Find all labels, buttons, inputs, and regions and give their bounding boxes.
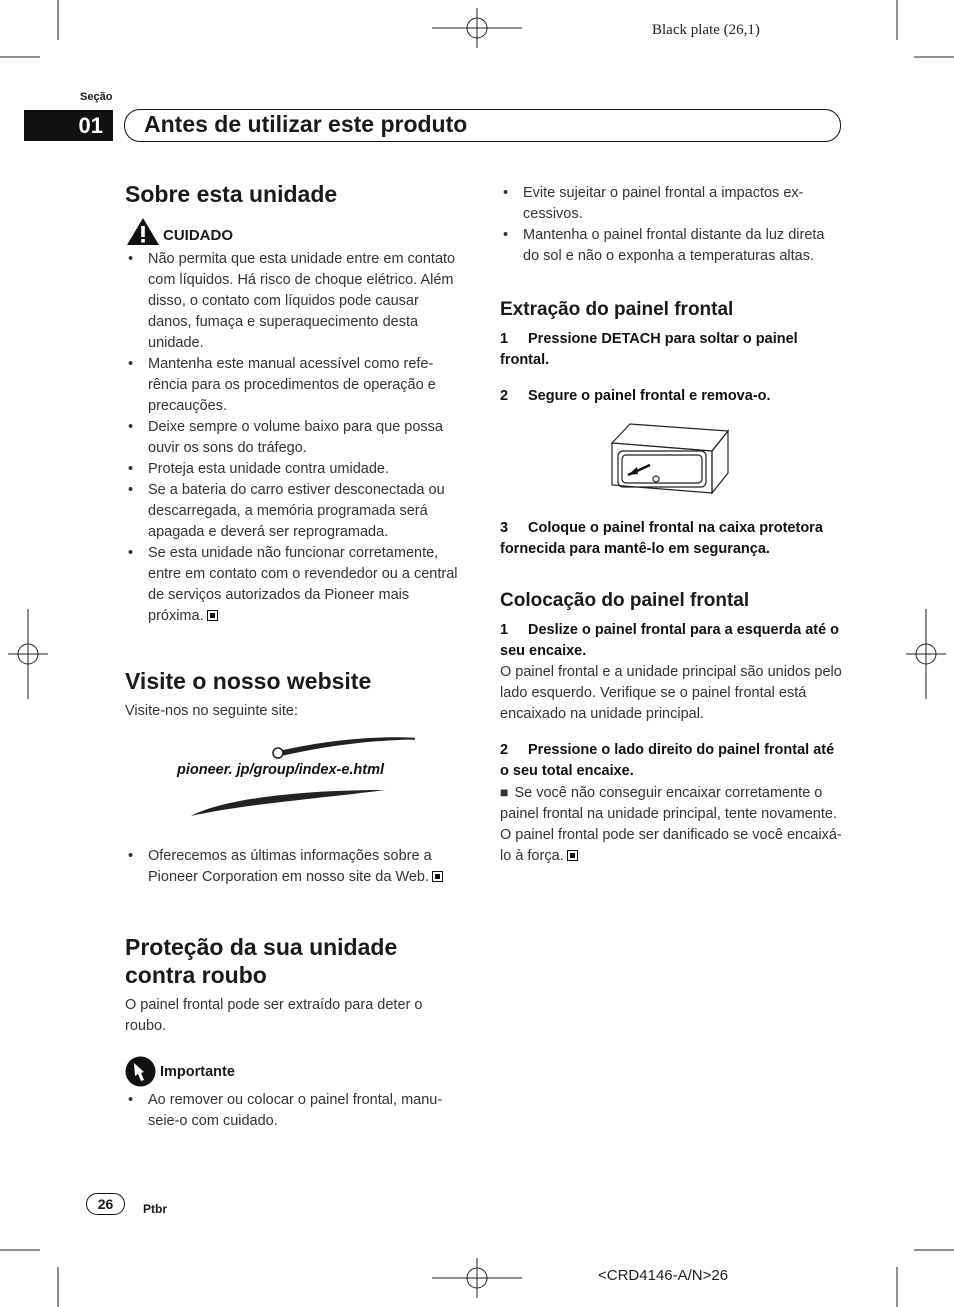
end-mark-icon [567,850,578,861]
end-mark-icon [207,610,218,621]
heading-sobre: Sobre esta unidade [125,181,338,207]
top-list [500,183,843,267]
list-item: • Evite sujeitar o painel frontal a impactos excessivos. [500,183,843,225]
list-item [125,846,465,888]
step-number: 2 [500,742,509,758]
left-column [125,180,465,1132]
step-number: 3 [500,520,509,536]
plate-label: Black plate (26,1) [652,22,760,38]
list-item: • Proteja esta unidade contra umidade. [125,459,465,480]
extracao-step-1 [500,329,843,371]
list-item: • Se a bateria do carro estiver desconectada ou descarregada, a memória programada será apagada e deverá ser reprogramada. [125,480,465,543]
important-icon [125,1056,156,1087]
protecao-body: O painel frontal pode ser extraído para deter o roubo. [125,997,423,1034]
visite-list [125,846,465,888]
document-code: <CRD4146-A/N>26 [598,1267,729,1284]
end-mark-icon [432,871,443,882]
list-item: • Mantenha este manual acessível como referência para os procedimentos de operação e precauções. [125,354,465,417]
list-item [125,543,465,627]
list-item: • Deixe sempre o volume baixo para que possa ouvir os sons do tráfego. [125,417,465,459]
note-square-icon: ■ [500,784,509,800]
colocacao-step-2 [500,740,843,782]
list-item: • Ao remover ou colocar o painel frontal, manuseie-o com cuidado. [125,1090,465,1132]
colocacao-note [500,782,843,867]
heading-protecao-line1: Proteção da sua unidade [125,934,398,960]
caution-header [125,216,465,246]
extracao-step-3 [500,518,843,560]
visite-intro: Visite-nos no seguinte site: [125,703,299,719]
important-list [125,1090,465,1132]
language-label: Ptbr [143,1202,167,1216]
note-text: Se você não conseguir encaixar corretamente o painel frontal na unidade principal, tente novamente. O painel frontal pode ser danificado se você encaixá-lo à força. [500,785,842,864]
website-url[interactable]: pioneer. jp/group/index-e.html [177,762,385,778]
section-title: Antes de utilizar este produto [144,111,468,137]
colocacao-step-1-body: O painel frontal e a unidade principal são unidos pelo lado esquerdo. Verifique se o painel frontal está encaixado na unidade principal. [500,664,842,722]
heading-protecao [125,933,465,989]
heading-visite: Visite o nosso website [125,668,372,694]
section-number-badge: 01 [24,110,113,141]
list-item-text: Se esta unidade não funcionar corretamente, entre em contato com o revendedor ou a central de serviços autorizados da Pioneer mais próxima. [148,545,458,624]
section-label: Seção [80,91,113,103]
caution-list [125,249,465,627]
website-logo [125,722,465,826]
heading-extracao: Extração do painel frontal [500,299,734,320]
heading-protecao-line2: contra roubo [125,962,267,988]
step-number: 1 [500,331,509,347]
step-text: Pressione o lado direito do painel frontal até o seu total encaixe. [500,742,835,779]
heading-colocacao: Colocação do painel frontal [500,590,750,611]
step-number: 2 [500,388,509,404]
caution-label: CUIDADO [163,227,233,244]
step-text: Coloque o painel frontal na caixa protetora fornecida para mantê-lo em segurança. [500,520,823,557]
detach-illustration [500,416,843,511]
step-text: Deslize o painel frontal para a esquerda até o seu encaixe. [500,622,840,659]
step-text: Pressione DETACH para soltar o painel frontal. [500,331,798,368]
extracao-step-2 [500,386,843,407]
important-header [125,1056,465,1087]
list-item: • Mantenha o painel frontal distante da luz direta do sol e não o exponha a temperaturas altas. [500,225,843,267]
step-number: 1 [500,622,509,638]
page-number: 26 [86,1193,125,1215]
right-column [500,183,843,867]
warning-icon [125,216,161,246]
colocacao-step-1 [500,620,843,662]
step-text: Segure o painel frontal e remova-o. [528,388,771,404]
list-item-text: Oferecemos as últimas informações sobre a Pioneer Corporation em nosso site da Web. [148,848,432,885]
car-stereo-illustration [608,421,733,499]
list-item: • Não permita que esta unidade entre em contato com líquidos. Há risco de choque elétrico. Além disso, o contato com líquidos pode causar danos, fumaça e superaquecimento desta unidade. [125,249,465,354]
important-label: Importante [160,1063,235,1080]
